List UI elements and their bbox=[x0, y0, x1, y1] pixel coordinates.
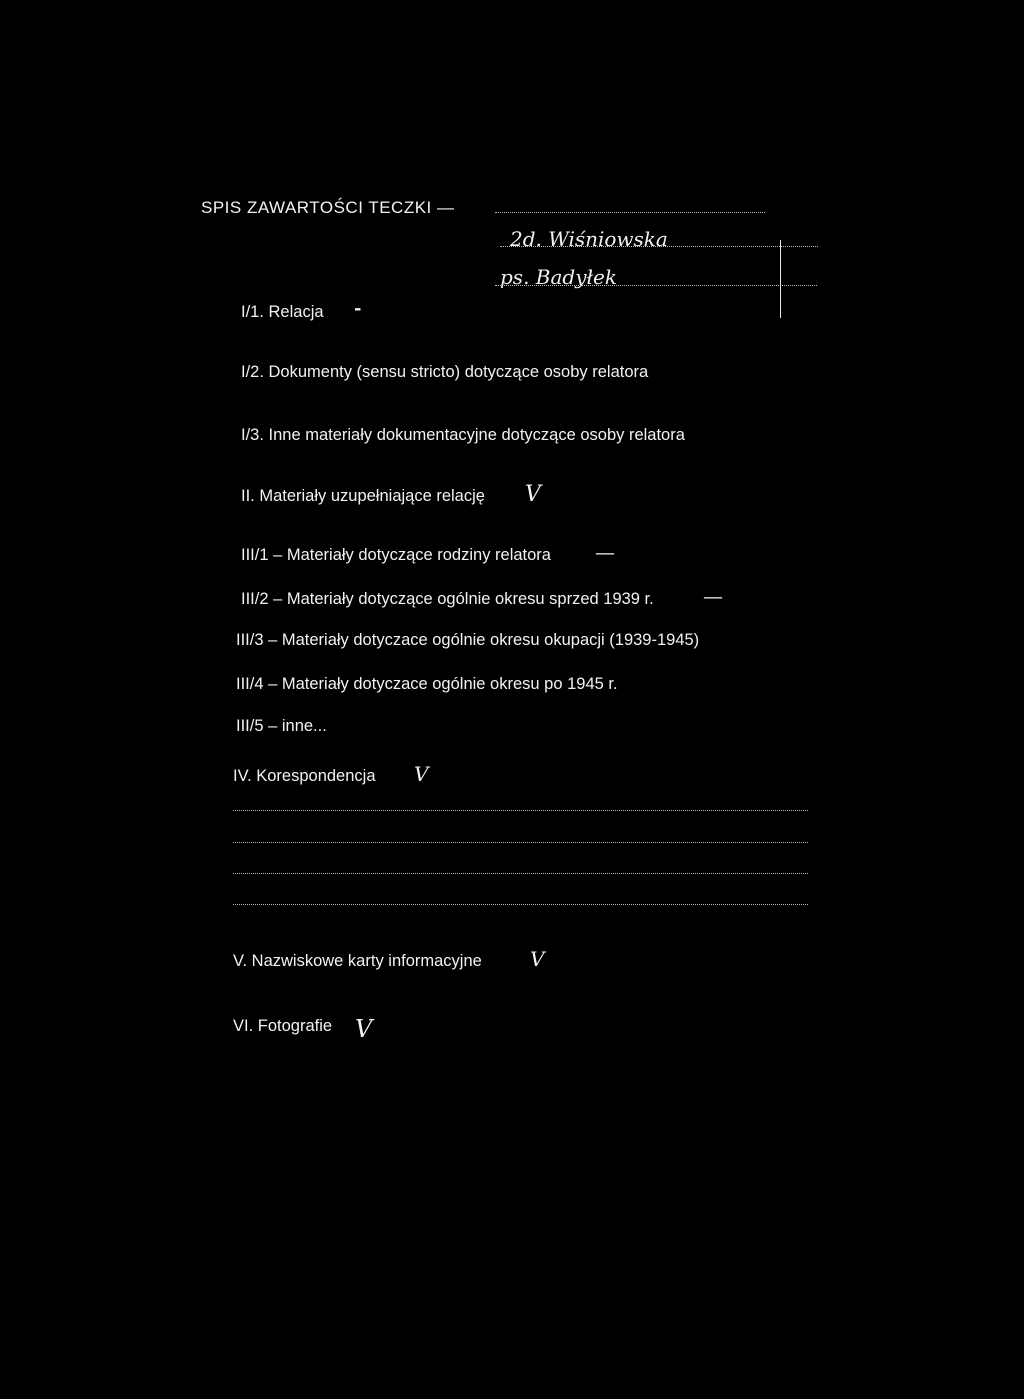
item-iv bbox=[233, 766, 376, 786]
correspondence-dotted-line-4 bbox=[233, 904, 808, 905]
name-dotted-line bbox=[500, 246, 818, 247]
item-vi-mark: V bbox=[355, 1015, 373, 1043]
item-i1 bbox=[241, 302, 324, 322]
title-text: SPIS ZAWARTOŚCI TECZKI bbox=[201, 198, 432, 217]
item-iii4: III/4 – Materiały dotyczace ogólnie okresu po 1945 r. bbox=[236, 675, 618, 693]
item-iii2-label: III/2 – Materiały dotyczące ogólnie okresu sprzed 1939 r. bbox=[241, 590, 654, 608]
item-i2: I/2. Dokumenty (sensu stricto) dotyczące osoby relatora bbox=[241, 363, 649, 381]
bracket-line bbox=[780, 240, 781, 318]
item-ii-label: II. Materiały uzupełniające relację bbox=[241, 487, 485, 505]
item-ii-mark: V bbox=[525, 482, 541, 507]
item-v bbox=[233, 951, 482, 971]
item-iii1 bbox=[241, 545, 551, 565]
handwritten-alias: ps. Badyłek bbox=[500, 265, 617, 289]
item-iii5: III/5 – inne... bbox=[236, 717, 327, 735]
title-dash: — bbox=[437, 198, 455, 217]
item-iii1-mark: — bbox=[595, 540, 615, 564]
item-i1-mark: - bbox=[354, 298, 362, 319]
item-i3: I/3. Inne materiały dokumentacyjne dotyczące osoby relatora bbox=[241, 426, 685, 444]
item-ii bbox=[241, 486, 485, 506]
title-dotted-line bbox=[495, 212, 765, 213]
document-title bbox=[201, 198, 455, 218]
correspondence-dotted-line-3 bbox=[233, 873, 808, 874]
item-iii3: III/3 – Materiały dotyczace ogólnie okresu okupacji (1939-1945) bbox=[236, 631, 700, 649]
item-iii2-mark: — bbox=[703, 584, 723, 608]
item-iii1-label: III/1 – Materiały dotyczące rodziny relatora bbox=[241, 546, 551, 564]
item-i1-label: I/1. Relacja bbox=[241, 303, 324, 321]
handwritten-name: 2d. Wiśniowska bbox=[510, 227, 668, 251]
item-v-label: V. Nazwiskowe karty informacyjne bbox=[233, 952, 482, 970]
item-iv-label: IV. Korespondencja bbox=[233, 767, 376, 785]
alias-dotted-line bbox=[495, 285, 817, 286]
item-iv-mark: V bbox=[414, 762, 429, 786]
correspondence-dotted-line-2 bbox=[233, 842, 808, 843]
correspondence-dotted-line-1 bbox=[233, 810, 808, 811]
item-iii2 bbox=[241, 589, 654, 609]
item-vi-label: VI. Fotografie bbox=[233, 1017, 333, 1035]
item-v-mark: V bbox=[530, 947, 545, 971]
item-vi bbox=[233, 1016, 332, 1036]
